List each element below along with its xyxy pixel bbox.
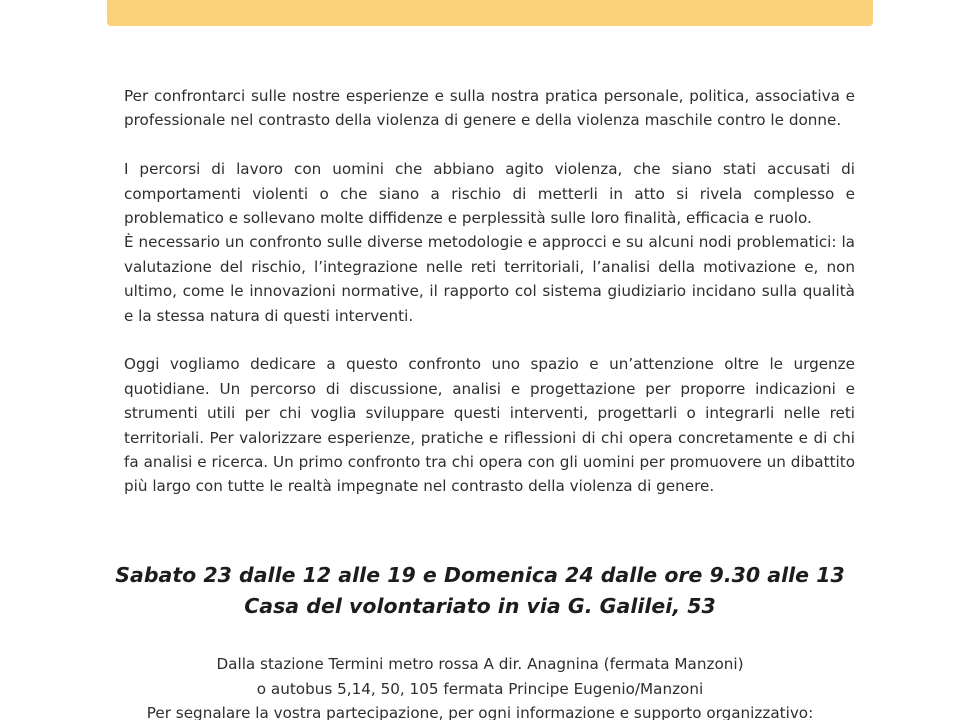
intro-text (124, 84, 855, 523)
header-banner (107, 0, 873, 26)
directions-bus: o autobus 5,14, 50, 105 fermata Principe Eugenio/Manzoni (256, 679, 704, 698)
directions-metro: Dalla stazione Termini metro rossa A dir. Anagnina (fermata Manzoni) (216, 655, 744, 673)
intro-paragraph-2: I percorsi di lavoro con uomini che abbiano agito violenza, che siano stati accusati di comportamenti violenti o che siano a rischio di metterli in atto si rivela complesso e problematico e sollevano molte diffidenze e perplessità sulle loro finalità, efficacia e ruolo. (124, 160, 855, 228)
event-details (0, 560, 960, 622)
event-venue: Casa del volontariato in via G. Galilei, 53 (244, 594, 716, 618)
intro-paragraph-1: Per confrontarci sulle nostre esperienze e sulla nostra pratica personale, politica, associativa e professionale nel contrasto della violenza di genere e della violenza maschile contro le donne. (124, 87, 855, 130)
directions-contact: Per segnalare la vostra partecipazione, per ogni informazione e supporto organizzativo: (146, 704, 814, 720)
directions (0, 652, 960, 720)
intro-paragraph-4: Oggi vogliamo dedicare a questo confronto uno spazio e un’attenzione oltre le urgenze quotidiane. Un percorso di discussione, analisi e progettazione per proporre indicazioni e strumenti utili per chi voglia sviluppare questi interventi, progettarli o integrarli nelle reti territoriali. Per valorizzare esperienze, pratiche e riflessioni di chi opera concretamente e di chi fa analisi e ricerca. Un primo confronto tra chi opera con gli uomini per promuovere un dibattito più largo con tutte le realtà impegnate nel contrasto della violenza di genere. (124, 355, 855, 496)
intro-paragraph-3: È necessario un confronto sulle diverse metodologie e approcci e su alcuni nodi problematici: la valutazione del rischio, l’integrazione nelle reti territoriali, l’analisi della motivazione e, non ultimo, come le innovazioni normative, il rapporto col sistema giudiziario incidano sulla qualità e la stessa natura di questi interventi. (124, 233, 855, 325)
event-dates: Sabato 23 dalle 12 alle 19 e Domenica 24 dalle ore 9.30 alle 13 (115, 563, 845, 587)
